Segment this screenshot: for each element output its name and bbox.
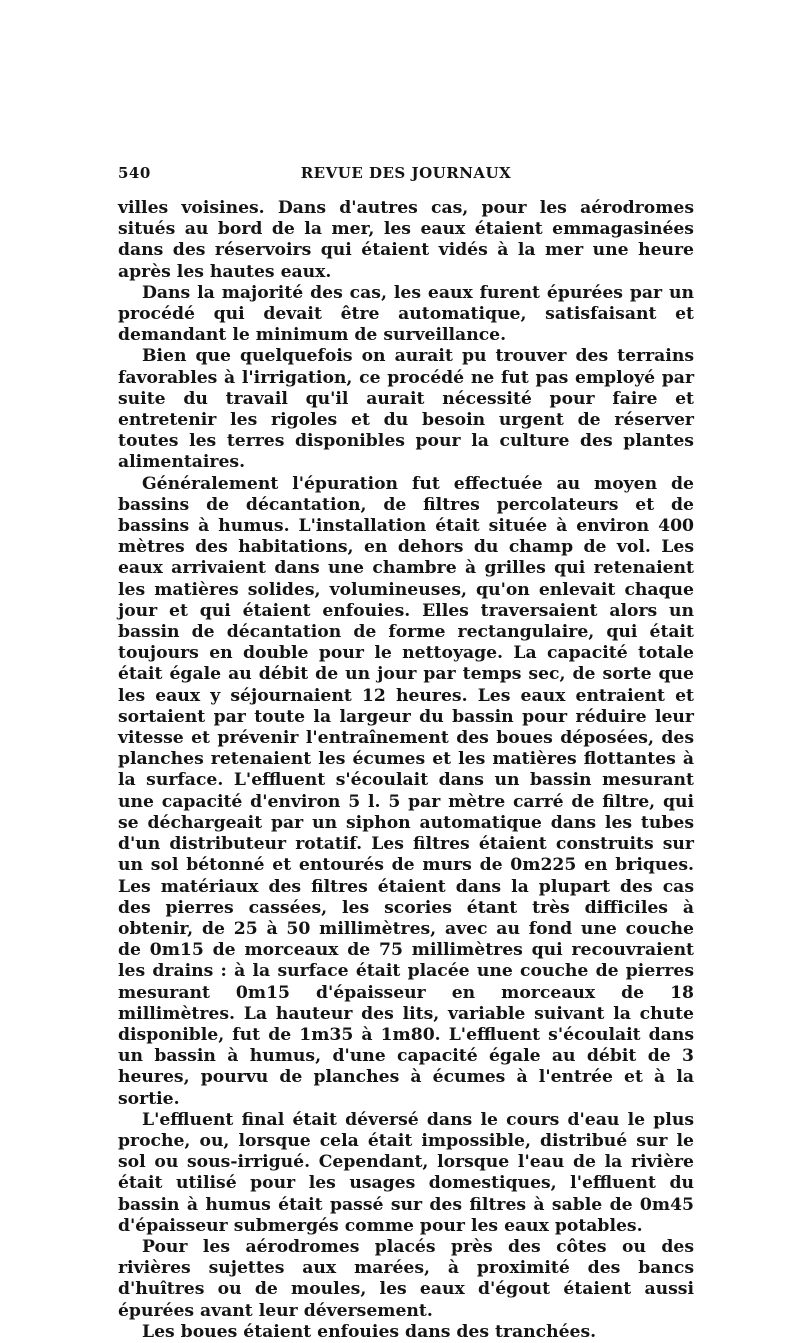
page-number: 540: [118, 164, 151, 182]
paragraph-6: Pour les aérodromes placés près des côtes ou des rivières sujettes aux marées, à proximité des bancs d'huîtres ou de moules, les eaux d'égout étaient aussi épurées avant leur déversement.: [118, 1236, 694, 1321]
body-text: [118, 198, 694, 1343]
paragraph-7: Les boues étaient enfouies dans des tranchées.: [142, 1321, 597, 1342]
page-header: [118, 158, 694, 188]
journal-page: [118, 158, 694, 1343]
paragraph-4: Généralement l'épuration fut effectuée au moyen de bassins de décantation, de filtres percolateurs et de bassins à humus. L'installation était située à environ 400 mètres des habitations, en dehors du champ de vol. Les eaux arrivaient dans une chambre à grilles qui retenaient les matières solides, volumineuses, qu'on enlevait chaque jour et qui étaient enfouies. Elles traversaient alors un bassin de décantation de forme rectangulaire, qui était toujours en double pour le nettoyage. La capacité totale était égale au débit de un jour par temps sec, de sorte que les eaux y séjournaient 12 heures. Les eaux entraient et sortaient par toute la largeur du bassin pour réduire leur vitesse et prévenir l'entraînement des boues déposées, des planches retenaient les écumes et les matières flottantes à la surface. L'effluent s'écoulait dans un bassin mesurant une capacité d'environ 5 l. 5 par mètre carré de filtre, qui se déchargeait par un siphon automatique dans les tubes d'un distributeur rotatif. Les filtres étaient construits sur un sol bétonné et entourés de murs de 0m225 en briques. Les matériaux des filtres étaient dans la plupart des cas des pierres cassées, les scories étant très difficiles à obtenir, de 25 à 50 millimètres, avec au fond une couche de 0m15 de morceaux de 75 millimètres qui recouvraient les drains : à la surface était placée une couche de pierres mesurant 0m15 d'épaisseur en morceaux de 18 millimètres. La hauteur des lits, variable suivant la chute disponible, fut de 1m35 à 1m80. L'effluent s'écoulait dans un bassin à humus, d'une capacité égale au débit de 3 heures, pourvu de planches à écumes à l'entrée et à la sortie.: [118, 473, 694, 1109]
paragraph-1: villes voisines. Dans d'autres cas, pour les aérodromes situés au bord de la mer, les eaux étaient emmagasinées dans des réservoirs qui étaient vidés à la mer une heure après les hautes eaux.: [118, 198, 694, 282]
running-title: REVUE DES JOURNAUX: [300, 164, 512, 182]
paragraph-2: Dans la majorité des cas, les eaux furent épurées par un procédé qui devait être automatique, satisfaisant et demandant le minimum de surveillance.: [118, 282, 694, 346]
paragraph-5: L'effluent final était déversé dans le cours d'eau le plus proche, ou, lorsque cela était impossible, distribué sur le sol ou sous-irrigué. Cependant, lorsque l'eau de la rivière était utilisé pour les usages domestiques, l'effluent du bassin à humus était passé sur des filtres à sable de 0m45 d'épaisseur submergés comme pour les eaux potables.: [118, 1109, 694, 1236]
paragraph-3: Bien que quelquefois on aurait pu trouver des terrains favorables à l'irrigation, ce procédé ne fut pas employé par suite du travail qu'il aurait nécessité pour faire et entretenir les rigoles et du besoin urgent de réserver toutes les terres disponibles pour la culture des plantes alimentaires.: [118, 346, 694, 473]
